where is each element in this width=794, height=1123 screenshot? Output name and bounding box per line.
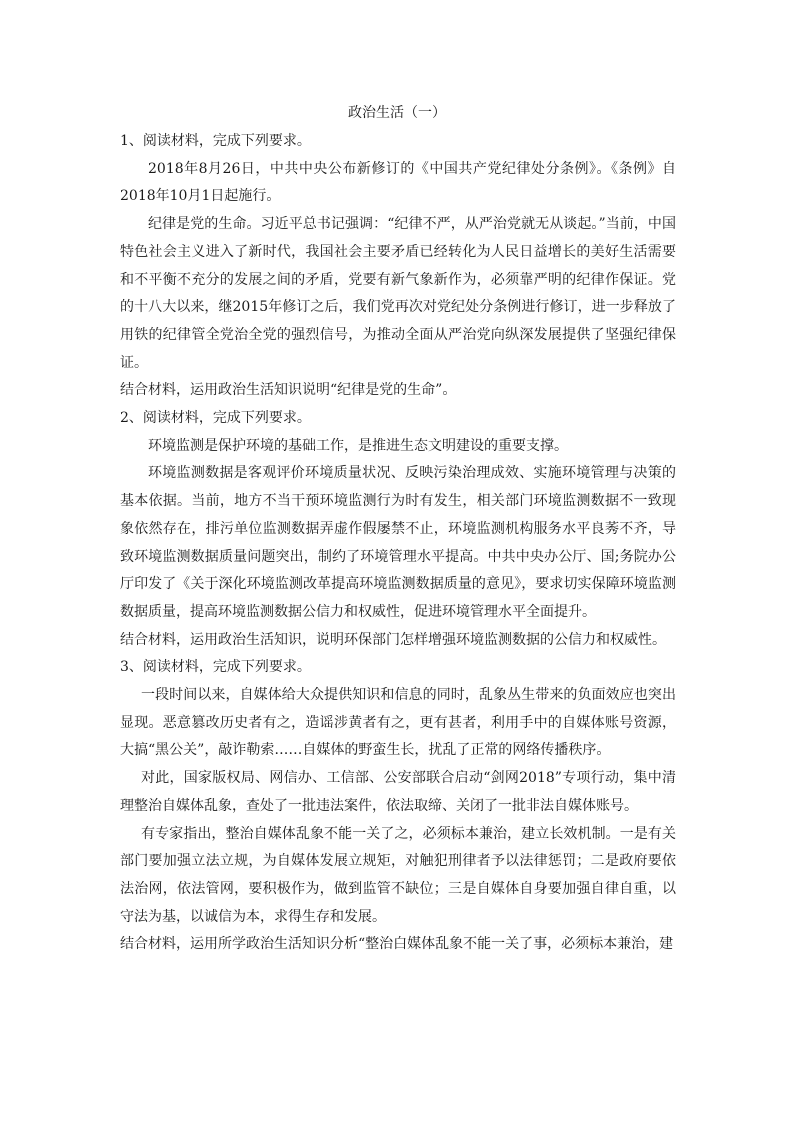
question-2-ask: 结合材料，运用政治生活知识，说明环保部门怎样增强环境监测数据的公信力和权威性。 [120, 631, 666, 648]
question-3-paragraph-3: 有专家指出，整治自媒体乱象不能一关了之，必须标本兼治，建立长效机制。一是有关部门要加强立法立规，为自媒体发展立规矩，对触犯刑律者予以法律惩罚；二是政府要依法治网，依法管网，要积极作为，做到监管不缺位；三是自媒体自身要加强自律自重，以守法为基，以诚信为本，求得生存和发展。 [120, 825, 676, 925]
question-2-paragraph-1: 环境监测是保护环境的基础工作，是推进生态文明建设的重要支撑。 [148, 437, 568, 454]
question-2-paragraph-2: 环境监测数据是客观评价环境质量状况、反映污染治理成效、实施环境管理与决策的基本依据。当前，地方不当干预环境监测行为时有发生，相关部门环境监测数据不一致现象依然存在，排污单位监测数据弄虚作假屡禁不止，环境监测机构服务水平良莠不齐，导致环境监测数据质量问题突出，制约了环境管理水平提高。中共中央办公厅、国;务院办公厅印发了《关于深化环境监测改革提高环境监测数据质量的意见》，要求切实保障环境监测数据质量，提高环境监测数据公信力和权威性，促进环境管理水平全面提升。 [120, 465, 676, 620]
question-2-heading: 2、阅读材料，完成下列要求。 [120, 410, 311, 427]
question-3-paragraph-1: 一段时间以来，自媒体给大众提供知识和信息的同时，乱象丛生带来的负面效应也突出显现。恶意篡改历史者有之，造谣涉黄者有之，更有甚者，利用手中的自媒体账号资源，大搞“黑公关”，敲诈勒索……自媒体的野蛮生长，扰乱了正常的网络传播秩序。 [120, 687, 676, 759]
question-1-heading: 1、阅读材料，完成下列要求。 [120, 133, 311, 149]
question-1-paragraph-1: 2018年8月26日，中共中央公布新修订的《中国共产党纪律处分条例》。《条例》自2018年10月1日起施行。 [120, 160, 676, 205]
question-3-ask: 结合材料，运用所学政治生活知识分析“整治白媒体乱象不能一关了事，必须标本兼治，建 [120, 936, 674, 953]
question-1-ask: 结合材料，运用政治生活知识说明“纪律是党的生命”。 [120, 382, 457, 399]
question-3-paragraph-2: 对此，国家版权局、网信办、工信部、公安部联合启动“剑网2018”专项行动，集中清理整治自媒体乱象，查处了一批违法案件，依法取缔、关闭了一批非法自媒体账号。 [120, 770, 676, 814]
document-body [120, 128, 676, 959]
question-3-heading: 3、阅读材料，完成下列要求。 [120, 659, 311, 676]
page-title: 政治生活（一） [348, 105, 446, 121]
question-1-paragraph-2: 纪律是党的生命。习近平总书记强调：“纪律不严，从严治党就无从谈起。”当前，中国特色社会主义进入了新时代，我国社会主要矛盾已经转化为人民日益增长的美好生活需要和不平衡不充分的发展之间的矛盾，党要有新气象新作为，必须靠严明的纪律作保证。党的十八大以来，继2015年修订之后，我们党再次对党纪处分条例进行修订，进一步释放了用铁的纪律管全党治全党的强烈信号，为推动全面从严治党向纵深发展提供了坚强纪律保证。 [120, 216, 676, 371]
